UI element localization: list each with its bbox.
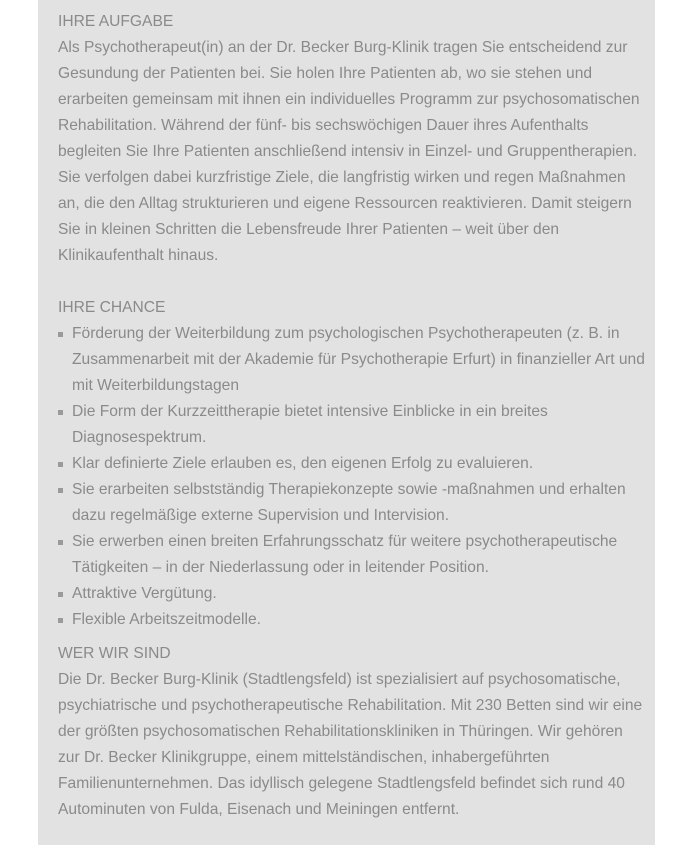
job-description-panel — [38, 0, 655, 845]
section-spacer — [58, 633, 648, 641]
section-heading-aufgabe: IHRE AUFGABE — [58, 13, 174, 30]
list-item: Sie erwerben einen breiten Erfahrungsschatz für weitere psychotherapeutische Tätigkeiten – in der Niederlassung oder in leitender Position. — [58, 529, 648, 581]
section-spacer — [58, 269, 648, 295]
list-item: Sie erarbeiten selbstständig Therapiekonzepte sowie -maßnahmen und erhalten dazu regelmäßige externe Supervision und Intervision. — [58, 477, 648, 529]
section-ihre-aufgabe — [58, 9, 648, 269]
section-wer-wir-sind — [58, 641, 648, 823]
list-item: Attraktive Vergütung. — [58, 581, 648, 607]
list-item: Die Form der Kurzzeittherapie bietet intensive Einblicke in ein breites Diagnosespektrum. — [58, 399, 648, 451]
section-heading-wir: WER WIR SIND — [58, 645, 171, 662]
section-heading-chance: IHRE CHANCE — [58, 299, 166, 316]
list-item: Flexible Arbeitszeitmodelle. — [58, 607, 648, 633]
job-description-content — [58, 9, 648, 823]
list-item: Förderung der Weiterbildung zum psychologischen Psychotherapeuten (z. B. in Zusammenarbeit mit der Akademie für Psychotherapie Erfurt) in finanzieller Art und mit Weiterbildungstagen — [58, 321, 648, 399]
list-item: Klar definierte Ziele erlauben es, den eigenen Erfolg zu evaluieren. — [58, 451, 648, 477]
chance-list — [58, 321, 648, 633]
aufgabe-paragraph: Als Psychotherapeut(in) an der Dr. Becker Burg-Klinik tragen Sie entscheidend zur Gesundung der Patienten bei. Sie holen Ihre Patienten ab, wo sie stehen und erarbeiten gemeinsam mit ihnen ein individuelles Programm zur psychosomatischen Rehabilitation. Während der fünf- bis sechswöchigen Dauer ihres Aufenthalts begleiten Sie Ihre Patienten anschließend intensiv in Einzel- und Gruppentherapien. Sie verfolgen dabei kurzfristige Ziele, die langfristig wirken und regen Maßnahmen an, die den Alltag strukturieren und eigene Ressourcen reaktivieren. Damit steigern Sie in kleinen Schritten die Lebensfreude Ihrer Patienten – weit über den Klinikaufenthalt hinaus. — [58, 39, 640, 264]
section-ihre-chance — [58, 295, 648, 633]
wir-paragraph: Die Dr. Becker Burg-Klinik (Stadtlengsfeld) ist spezialisiert auf psychosomatische, psychiatrische und psychotherapeutische Rehabilitation. Mit 230 Betten sind wir eine der größten psychosomatischen Rehabilitationskliniken in Thüringen. Wir gehören zur Dr. Becker Klinikgruppe, einem mittelständischen, inhabergeführten Familienunternehmen. Das idyllisch gelegene Stadtlengsfeld befindet sich rund 40 Autominuten von Fulda, Eisenach und Meiningen entfernt. — [58, 671, 643, 818]
